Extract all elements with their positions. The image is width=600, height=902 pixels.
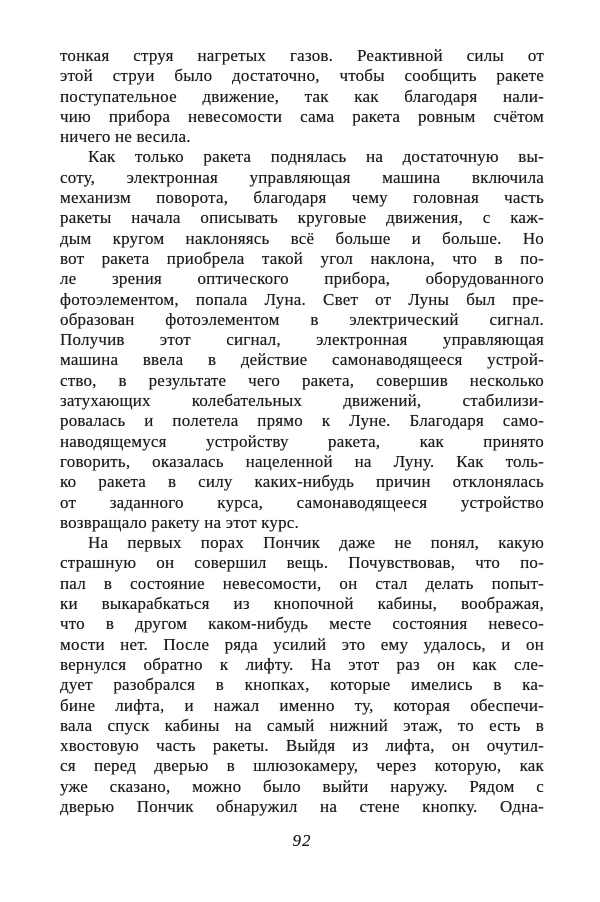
text-line: ки выкарабкаться из кнопочной кабины, воображая, <box>60 594 544 614</box>
text-line: ровалась и полетела прямо к Луне. Благодаря само- <box>60 411 544 431</box>
text-line: соту, электронная управляющая машина включила <box>60 167 544 187</box>
text-line: вот ракета приобрела такой угол наклона, что в по- <box>60 248 544 268</box>
text-line: страшную он совершил вещь. Почувствовав, что по- <box>60 553 544 573</box>
text-line: механизм поворота, благодаря чему головная часть <box>60 188 544 208</box>
text-line: поступательное движение, так как благодаря нали- <box>60 86 544 106</box>
text-line: пал в состояние невесомости, он стал делать попыт- <box>60 573 544 593</box>
text-block <box>60 46 544 817</box>
text-line: хвостовую часть ракеты. Выйдя из лифта, он очутил- <box>60 736 544 756</box>
text-line: дверью Пончик обнаружил на стене кнопку. Одна- <box>60 796 544 816</box>
text-line: ракеты начала описывать круговые движения, с каж- <box>60 208 544 228</box>
text-line: ничего не весила. <box>60 127 191 147</box>
text-line: образован фотоэлементом в электрический сигнал. <box>60 309 544 329</box>
text-line: тонкая струя нагретых газов. Реактивной силы от <box>60 46 544 65</box>
text-line: вала спуск кабины на самый нижний этаж, то есть в <box>60 715 544 735</box>
text-line: дым кругом наклоняясь всё больше и больше. Но <box>60 228 544 248</box>
text-line: затухающих колебательных движений, стабилизи- <box>60 391 544 411</box>
text-line: что в другом каком-нибудь месте состояния невесо- <box>60 614 544 634</box>
text-line: ле зрения оптического прибора, оборудованного <box>60 269 544 289</box>
text-line: вернулся обратно к лифту. На этот раз он как сле- <box>60 654 544 674</box>
text-line: этой струи было достаточно, чтобы сообщить ракете <box>60 66 544 86</box>
text-line: Получив этот сигнал, электронная управляющая <box>60 330 544 350</box>
text-line: ство, в результате чего ракета, совершив несколько <box>60 370 544 390</box>
text-line: от заданного курса, самонаводящееся устройство <box>60 492 544 512</box>
text-line: бине лифта, и нажал именно ту, которая обеспечи- <box>60 695 544 715</box>
text-line: мости нет. После ряда усилий это ему удалось, и он <box>60 634 544 654</box>
text-line: ся перед дверью в шлюзокамеру, через которую, как <box>60 756 544 776</box>
text-line: дует разобрался в кнопках, которые имелись в ка- <box>60 675 544 695</box>
text-line: Как только ракета поднялась на достаточную вы- <box>88 147 544 167</box>
text-line: говорить, оказалась нацеленной на Луну. Как толь- <box>60 451 544 471</box>
text-line: На первых порах Пончик даже не понял, какую <box>88 533 544 553</box>
text-line: чию прибора невесомости сама ракета ровным счётом <box>60 106 544 126</box>
text-line: ко ракета в силу каких-нибудь причин отклонялась <box>60 472 544 492</box>
text-line: фотоэлементом, попала Луна. Свет от Луны был пре- <box>60 289 544 309</box>
text-line: уже сказано, можно было выйти наружу. Рядом с <box>60 776 544 796</box>
page-number: 92 <box>292 831 312 850</box>
text-line: машина ввела в действие самонаводящееся устрой- <box>60 350 544 370</box>
text-line: наводящемуся устройству ракета, как принято <box>60 431 544 451</box>
text-line: возвращало ракету на этот курс. <box>60 512 299 532</box>
